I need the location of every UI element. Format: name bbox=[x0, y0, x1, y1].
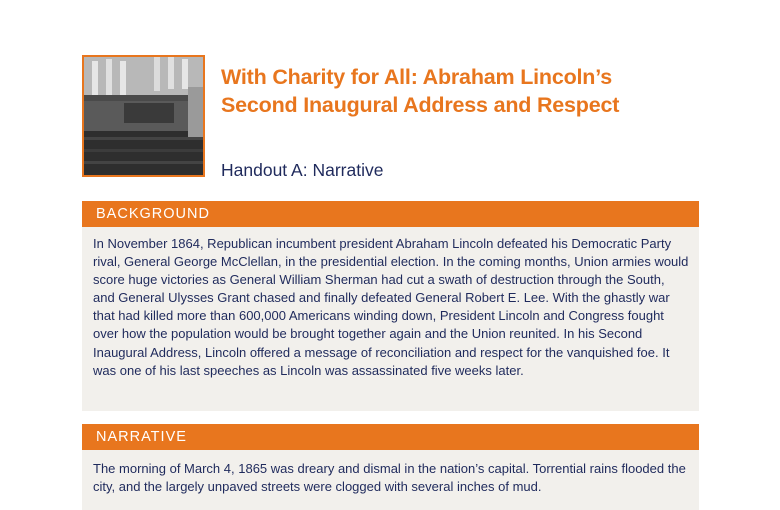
inauguration-photo bbox=[82, 55, 205, 177]
page-title bbox=[221, 63, 761, 119]
background-paragraph: In November 1864, Republican incumbent president Abraham Lincoln defeated his Democratic Party rival, General George McClellan, in the presidential election. In the coming months, Union armies would score huge victories as General William Sherman had cut a swath of destruction through the South, and General Ulysses Grant chased and finally defeated General Robert E. Lee. With the ghastly war that had killed more than 600,000 Americans winding down, President Lincoln and Congress fought over how the population would be brought together again and the Union reunited. In his Second Inaugural Address, Lincoln offered a message of reconciliation and respect for the vanquished foe. It was one of his last speeches as Lincoln was assassinated five weeks later. bbox=[93, 236, 689, 378]
title-line-2: Second Inaugural Address and Respect bbox=[221, 93, 620, 117]
inauguration-photo-graphic bbox=[84, 57, 203, 175]
background-section-header: BACKGROUND bbox=[82, 201, 699, 227]
narrative-section-body bbox=[82, 450, 699, 510]
title-line-1: With Charity for All: Abraham Lincoln’s bbox=[221, 65, 612, 89]
narrative-paragraph: The morning of March 4, 1865 was dreary and dismal in the nation’s capital. Torrential rains flooded the city, and the largely unpaved streets were clogged with several inches of mud. bbox=[93, 461, 686, 495]
background-section-body bbox=[82, 227, 699, 411]
handout-subtitle: Handout A: Narrative bbox=[221, 160, 384, 180]
narrative-section-header: NARRATIVE bbox=[82, 424, 699, 450]
